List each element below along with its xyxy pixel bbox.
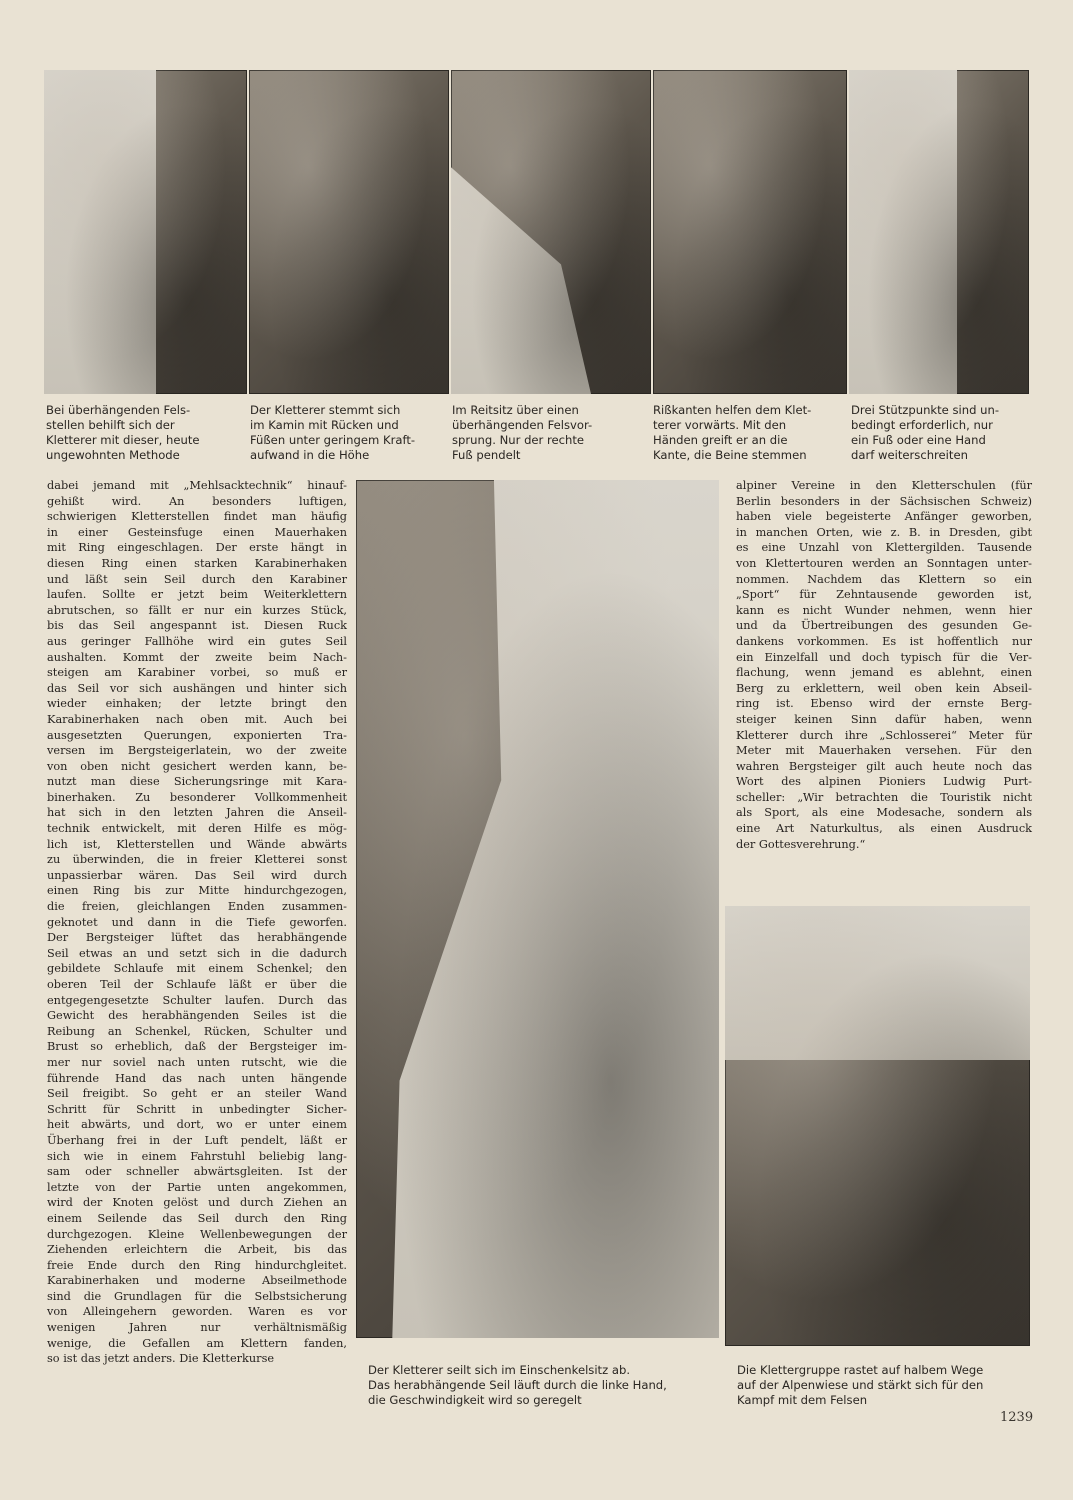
text-line: Wort des alpinen Pioniers Ludwig Purt- <box>736 775 1032 789</box>
text-line: nommen. Nachdem das Klettern so ein <box>736 572 1032 586</box>
text-line: Gewicht des herabhängenden Seiles ist die <box>47 1009 347 1023</box>
text-line: wieder einhaken; der letzte bringt den <box>47 697 347 711</box>
text-line: wird der Knoten gelöst und durch Ziehen an <box>47 1196 347 1210</box>
text-line: einen Ring bis zur Mitte hindurchgezogen, <box>47 884 347 898</box>
photo-abseiling-climber <box>356 480 719 1338</box>
text-line: heit abwärts, und dort, wo er unter einem <box>47 1118 347 1132</box>
text-line: nutzt man diese Sicherungsringe mit Kara- <box>47 775 347 789</box>
text-line: kann es nicht Wunder nehmen, wenn hier <box>736 603 1032 617</box>
text-line: als Sport, als eine Modesache, sondern als <box>736 806 1032 820</box>
text-line: in manchen Orten, wie z. B. in Dresden, gibt <box>736 525 1032 539</box>
text-line: in einer Gesteinsfuge einen Mauerhaken <box>47 525 347 539</box>
photo-resting-group <box>725 906 1030 1346</box>
center-photo-caption: Der Kletterer seilt sich im Einschenkelsitz ab. Das herabhängende Seil läuft durch die linke Hand, die Geschwindigkeit wird so geregelt <box>368 1363 667 1407</box>
text-line: Meter mit Mauerhaken versehen. Für den <box>736 744 1032 758</box>
text-line: Berg zu erklettern, weil oben kein Abseil- <box>736 681 1032 695</box>
text-line: von oben nicht gesichert werden kann, be- <box>47 759 347 773</box>
text-line: ein Einzelfall und doch typisch für die Ver- <box>736 650 1032 664</box>
text-line: die freien, gleichlangen Enden zusammen- <box>47 900 347 914</box>
text-line: sich wie in einem Fahrstuhl beliebig lang- <box>47 1149 347 1163</box>
photo-caption-2: Der Kletterer stemmt sich im Kamin mit Rücken und Füßen unter geringem Kraft- aufwand in die Höhe <box>250 403 416 462</box>
text-line: dankens vorkommen. Es ist hoffentlich nur <box>736 634 1032 648</box>
text-line: es eine Unzahl von Klettergilden. Tausende <box>736 541 1032 555</box>
text-line: letzte von der Partie unten angekommen, <box>47 1180 347 1194</box>
text-line: sind die Grundlagen für die Selbstsicherung <box>47 1289 347 1303</box>
text-line: gehißt wird. An besonders luftigen, <box>47 494 347 508</box>
photo-caption-3: Im Reitsitz über einen überhängenden Felsvor- sprung. Nur der rechte Fuß pendelt <box>452 403 593 462</box>
text-line: wenige, die Gefallen am Klettern fanden, <box>47 1336 347 1350</box>
photo-chimney-climber <box>249 70 449 394</box>
text-line: zu überwinden, die in freier Kletterei sonst <box>47 853 347 867</box>
article-right-column <box>736 478 1032 852</box>
right-photo-caption: Die Klettergruppe rastet auf halbem Wege auf der Alpenwiese und stärkt sich für den Kampf mit dem Felsen <box>737 1363 984 1407</box>
text-line: „Sport“ für Zehntausende geworden ist, <box>736 588 1032 602</box>
text-line: scheller: „Wir betrachten die Touristik nicht <box>736 790 1032 804</box>
text-line: aushalten. Kommt der zweite beim Nach- <box>47 650 347 664</box>
text-line: flachung, wenn jemand es ablehnt, einen <box>736 666 1032 680</box>
photo-caption-4: Rißkanten helfen dem Klet- terer vorwärts. Mit den Händen greift er an die Kante, die Beine stemmen <box>653 403 812 462</box>
text-line: wenigen Jahren nur verhältnismäßig <box>47 1321 347 1335</box>
text-line: das Seil vor sich aushängen und hinter sich <box>47 681 347 695</box>
text-line: Reibung an Schenkel, Rücken, Schulter und <box>47 1024 347 1038</box>
text-line: alpiner Vereine in den Kletterschulen (für <box>736 479 1032 492</box>
photo-straddle-climber <box>451 70 651 394</box>
text-line: versen im Bergsteigerlatein, wo der zweite <box>47 744 347 758</box>
text-line: technik entwickelt, mit deren Hilfe es mög- <box>47 822 347 836</box>
text-line: dabei jemand mit „Mehlsacktechnik“ hinauf- <box>47 479 347 492</box>
text-line: ausgesetzten Querungen, exponierten Tra- <box>47 728 347 742</box>
text-line: gebildete Schlaufe mit einem Schenkel; den <box>47 962 347 976</box>
text-line: aus geringer Fallhöhe wird ein gutes Seil <box>47 634 347 648</box>
text-line: laufen. Sollte er jetzt beim Weiterklettern <box>47 588 347 602</box>
photo-caption-5: Drei Stützpunkte sind un- bedingt erforderlich, nur ein Fuß oder eine Hand darf weiterschreiten <box>851 403 1000 462</box>
text-line: schwierigen Kletterstellen findet man häufig <box>47 510 347 524</box>
text-line: Berlin besonders in der Sächsischen Schweiz) <box>736 494 1032 508</box>
text-line: oberen Teil der Schlaufe läßt er über die <box>47 978 347 991</box>
text-line: der Gottesverehrung.“ <box>736 837 866 851</box>
photo-three-points-climber <box>849 70 1029 394</box>
text-line: Überhang frei in der Luft pendelt, läßt er <box>47 1133 347 1147</box>
text-line: wahren Bergsteiger gilt auch heute noch das <box>736 759 1032 773</box>
text-line: Seil etwas an und setzt sich in die dadurch <box>47 946 347 960</box>
text-line: und da Übertreibungen des gesunden Ge- <box>736 619 1032 633</box>
text-line: mit Ring eingeschlagen. Der erste hängt in <box>47 541 347 555</box>
text-line: Karabinerhaken und moderne Abseilmethode <box>47 1274 347 1288</box>
text-line: so ist das jetzt anders. Die Kletterkurse <box>47 1352 275 1366</box>
text-line: diesen Ring einen starken Karabinerhaken <box>47 556 347 570</box>
text-line: eine Art Naturkultus, als einen Ausdruck <box>736 822 1032 836</box>
text-line: unpassierbar wären. Das Seil wird durch <box>47 868 347 882</box>
text-line: haben viele begeisterte Anfänger geworben, <box>736 510 1032 524</box>
text-line: von Alleingehern geworden. Waren es vor <box>47 1305 347 1319</box>
page-number: 1239 <box>1000 1410 1034 1425</box>
text-line: hat sich in den letzten Jahren die Anseil- <box>47 806 347 820</box>
text-line: Der Bergsteiger lüftet das herabhängende <box>47 931 347 945</box>
text-line: Ziehenden erleichtern die Arbeit, bis das <box>47 1243 347 1257</box>
text-line: Seil freigibt. So geht er an steiler Wand <box>47 1087 347 1101</box>
text-line: steiger keinen Sinn dafür haben, wenn <box>736 712 1032 726</box>
text-line: bis das Seil angespannt ist. Diesen Ruck <box>47 619 347 633</box>
text-line: freie Ende durch den Ring hindurchgleitet. <box>47 1258 347 1272</box>
photo-overhang-climber <box>44 70 247 394</box>
text-line: mer nur soviel nach unten rutscht, wie die <box>47 1055 347 1069</box>
text-line: und läßt sein Seil durch den Karabiner <box>47 572 347 586</box>
text-line: durchgezogen. Kleine Wellenbewegungen der <box>47 1227 347 1241</box>
text-line: geknotet und dann in die Tiefe geworfen. <box>47 915 347 929</box>
text-line: Kletterer durch ihre „Schlosserei“ Meter für <box>736 728 1032 742</box>
text-line: steigen am Karabiner vorbei, so muß er <box>47 666 347 680</box>
text-line: Schritt für Schritt in unbedingter Sicher- <box>47 1102 347 1116</box>
text-line: binerhaken. Zu besonderer Vollkommenheit <box>47 790 347 804</box>
photo-caption-1: Bei überhängenden Fels- stellen behilft sich der Kletterer mit dieser, heute ungewohnten Methode <box>46 403 200 462</box>
text-line: führende Hand das nach unten hängende <box>47 1071 347 1085</box>
photo-crack-climber <box>653 70 847 394</box>
text-line: abrutschen, so fällt er nur ein kurzes Stück, <box>47 603 347 617</box>
text-line: ring ist. Ebenso wird der ernste Berg- <box>736 697 1032 711</box>
text-line: entgegengesetzte Schulter laufen. Durch das <box>47 993 347 1007</box>
text-line: Karabinerhaken nach oben mit. Auch bei <box>47 712 347 726</box>
text-line: Brust so erheblich, daß der Bergsteiger im- <box>47 1040 347 1054</box>
text-line: lich ist, Kletterstellen und Wände abwärts <box>47 837 347 851</box>
text-line: von Klettertouren werden an Sonntagen unter- <box>736 556 1032 570</box>
text-line: einem Seilende das Seil durch den Ring <box>47 1211 347 1225</box>
article-left-column <box>47 478 347 1367</box>
text-line: sam oder schneller abwärtsgleiten. Ist der <box>47 1165 347 1179</box>
